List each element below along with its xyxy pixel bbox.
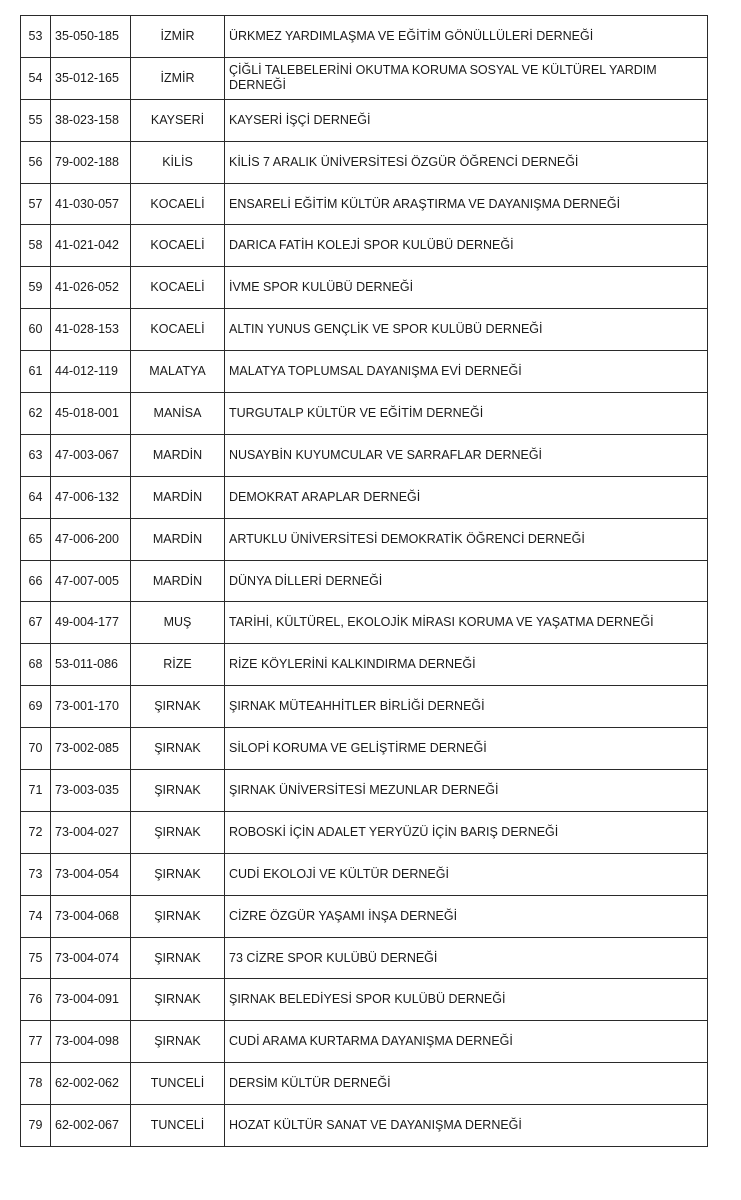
registry-code: 44-012-119 [51,351,131,393]
row-number: 61 [21,351,51,393]
association-name: CUDİ EKOLOJİ VE KÜLTÜR DERNEĞİ [225,853,708,895]
registry-code: 41-030-057 [51,183,131,225]
city-name: KOCAELİ [131,225,225,267]
row-number: 77 [21,1021,51,1063]
city-name: İZMİR [131,16,225,58]
table-row [21,979,708,1021]
registry-code: 45-018-001 [51,393,131,435]
association-name: DARICA FATİH KOLEJİ SPOR KULÜBÜ DERNEĞİ [225,225,708,267]
registry-code: 62-002-062 [51,1063,131,1105]
registry-code: 47-003-067 [51,434,131,476]
association-name: ŞIRNAK MÜTEAHHİTLER BİRLİĞİ DERNEĞİ [225,686,708,728]
table-row [21,728,708,770]
registry-code: 79-002-188 [51,141,131,183]
city-name: ŞIRNAK [131,686,225,728]
table-row [21,644,708,686]
registry-code: 73-004-027 [51,811,131,853]
registry-code: 73-002-085 [51,728,131,770]
city-name: TUNCELİ [131,1105,225,1147]
table-row [21,141,708,183]
association-name: ŞIRNAK BELEDİYESİ SPOR KULÜBÜ DERNEĞİ [225,979,708,1021]
registry-code: 73-004-068 [51,895,131,937]
table-row [21,811,708,853]
association-name: ŞIRNAK ÜNİVERSİTESİ MEZUNLAR DERNEĞİ [225,770,708,812]
association-name: RİZE KÖYLERİNİ KALKINDIRMA DERNEĞİ [225,644,708,686]
association-name: ALTIN YUNUS GENÇLİK VE SPOR KULÜBÜ DERNEĞİ [225,309,708,351]
city-name: MARDİN [131,476,225,518]
row-number: 69 [21,686,51,728]
table-row [21,16,708,58]
association-name: KAYSERİ İŞÇİ DERNEĞİ [225,99,708,141]
row-number: 60 [21,309,51,351]
registry-code: 41-021-042 [51,225,131,267]
association-name: HOZAT KÜLTÜR SANAT VE DAYANIŞMA DERNEĞİ [225,1105,708,1147]
city-name: KOCAELİ [131,309,225,351]
city-name: İZMİR [131,57,225,99]
association-name: SİLOPİ KORUMA VE GELİŞTİRME DERNEĞİ [225,728,708,770]
table-row [21,309,708,351]
table-row [21,1021,708,1063]
city-name: ŞIRNAK [131,811,225,853]
row-number: 70 [21,728,51,770]
row-number: 75 [21,937,51,979]
row-number: 67 [21,602,51,644]
table-row [21,895,708,937]
city-name: KOCAELİ [131,183,225,225]
row-number: 53 [21,16,51,58]
association-name: 73 CİZRE SPOR KULÜBÜ DERNEĞİ [225,937,708,979]
registry-code: 47-006-200 [51,518,131,560]
city-name: ŞIRNAK [131,895,225,937]
registry-code: 62-002-067 [51,1105,131,1147]
table-row [21,225,708,267]
registry-code: 73-004-074 [51,937,131,979]
association-name: ÇİĞLİ TALEBELERİNİ OKUTMA KORUMA SOSYAL VE KÜLTÜREL YARDIM DERNEĞİ [225,57,708,99]
registry-code: 35-012-165 [51,57,131,99]
row-number: 74 [21,895,51,937]
city-name: MARDİN [131,518,225,560]
association-table [20,15,708,1147]
table-row [21,351,708,393]
table-row [21,518,708,560]
row-number: 64 [21,476,51,518]
row-number: 68 [21,644,51,686]
city-name: MUŞ [131,602,225,644]
row-number: 76 [21,979,51,1021]
registry-code: 41-028-153 [51,309,131,351]
table-row [21,183,708,225]
table-row [21,770,708,812]
table-row [21,1105,708,1147]
city-name: MALATYA [131,351,225,393]
table-row [21,99,708,141]
city-name: KİLİS [131,141,225,183]
registry-code: 38-023-158 [51,99,131,141]
table-row [21,686,708,728]
association-name: ENSARELİ EĞİTİM KÜLTÜR ARAŞTIRMA VE DAYANIŞMA DERNEĞİ [225,183,708,225]
city-name: ŞIRNAK [131,1021,225,1063]
registry-code: 73-004-098 [51,1021,131,1063]
row-number: 55 [21,99,51,141]
association-name: CUDİ ARAMA KURTARMA DAYANIŞMA DERNEĞİ [225,1021,708,1063]
table-row [21,1063,708,1105]
registry-code: 49-004-177 [51,602,131,644]
registry-code: 47-007-005 [51,560,131,602]
row-number: 54 [21,57,51,99]
row-number: 56 [21,141,51,183]
registry-code: 35-050-185 [51,16,131,58]
city-name: KAYSERİ [131,99,225,141]
row-number: 71 [21,770,51,812]
registry-code: 73-004-091 [51,979,131,1021]
city-name: MARDİN [131,560,225,602]
table-row [21,937,708,979]
association-name: TURGUTALP KÜLTÜR VE EĞİTİM DERNEĞİ [225,393,708,435]
city-name: ŞIRNAK [131,937,225,979]
registry-code: 73-001-170 [51,686,131,728]
row-number: 65 [21,518,51,560]
association-name: ROBOSKİ İÇİN ADALET YERYÜZÜ İÇİN BARIŞ DERNEĞİ [225,811,708,853]
row-number: 59 [21,267,51,309]
row-number: 57 [21,183,51,225]
table-row [21,476,708,518]
association-name: TARİHİ, KÜLTÜREL, EKOLOJİK MİRASI KORUMA VE YAŞATMA DERNEĞİ [225,602,708,644]
city-name: TUNCELİ [131,1063,225,1105]
row-number: 72 [21,811,51,853]
table-row [21,434,708,476]
table-row [21,853,708,895]
association-name: İVME SPOR KULÜBÜ DERNEĞİ [225,267,708,309]
registry-code: 47-006-132 [51,476,131,518]
association-name: NUSAYBİN KUYUMCULAR VE SARRAFLAR DERNEĞİ [225,434,708,476]
association-name: MALATYA TOPLUMSAL DAYANIŞMA EVİ DERNEĞİ [225,351,708,393]
association-name: ÜRKMEZ YARDIMLAŞMA VE EĞİTİM GÖNÜLLÜLERİ DERNEĞİ [225,16,708,58]
table-row [21,393,708,435]
association-table-body [21,16,708,1147]
city-name: ŞIRNAK [131,853,225,895]
table-row [21,267,708,309]
registry-code: 73-003-035 [51,770,131,812]
registry-code: 73-004-054 [51,853,131,895]
registry-code: 41-026-052 [51,267,131,309]
city-name: MANİSA [131,393,225,435]
table-row [21,560,708,602]
association-name: DEMOKRAT ARAPLAR DERNEĞİ [225,476,708,518]
city-name: RİZE [131,644,225,686]
association-name: DÜNYA DİLLERİ DERNEĞİ [225,560,708,602]
row-number: 58 [21,225,51,267]
association-name: KİLİS 7 ARALIK ÜNİVERSİTESİ ÖZGÜR ÖĞRENCİ DERNEĞİ [225,141,708,183]
city-name: MARDİN [131,434,225,476]
row-number: 73 [21,853,51,895]
row-number: 78 [21,1063,51,1105]
row-number: 63 [21,434,51,476]
registry-code: 53-011-086 [51,644,131,686]
city-name: KOCAELİ [131,267,225,309]
association-name: ARTUKLU ÜNİVERSİTESİ DEMOKRATİK ÖĞRENCİ DERNEĞİ [225,518,708,560]
table-row [21,57,708,99]
association-name: CİZRE ÖZGÜR YAŞAMI İNŞA DERNEĞİ [225,895,708,937]
table-row [21,602,708,644]
association-name: DERSİM KÜLTÜR DERNEĞİ [225,1063,708,1105]
city-name: ŞIRNAK [131,979,225,1021]
row-number: 66 [21,560,51,602]
row-number: 62 [21,393,51,435]
city-name: ŞIRNAK [131,728,225,770]
row-number: 79 [21,1105,51,1147]
city-name: ŞIRNAK [131,770,225,812]
